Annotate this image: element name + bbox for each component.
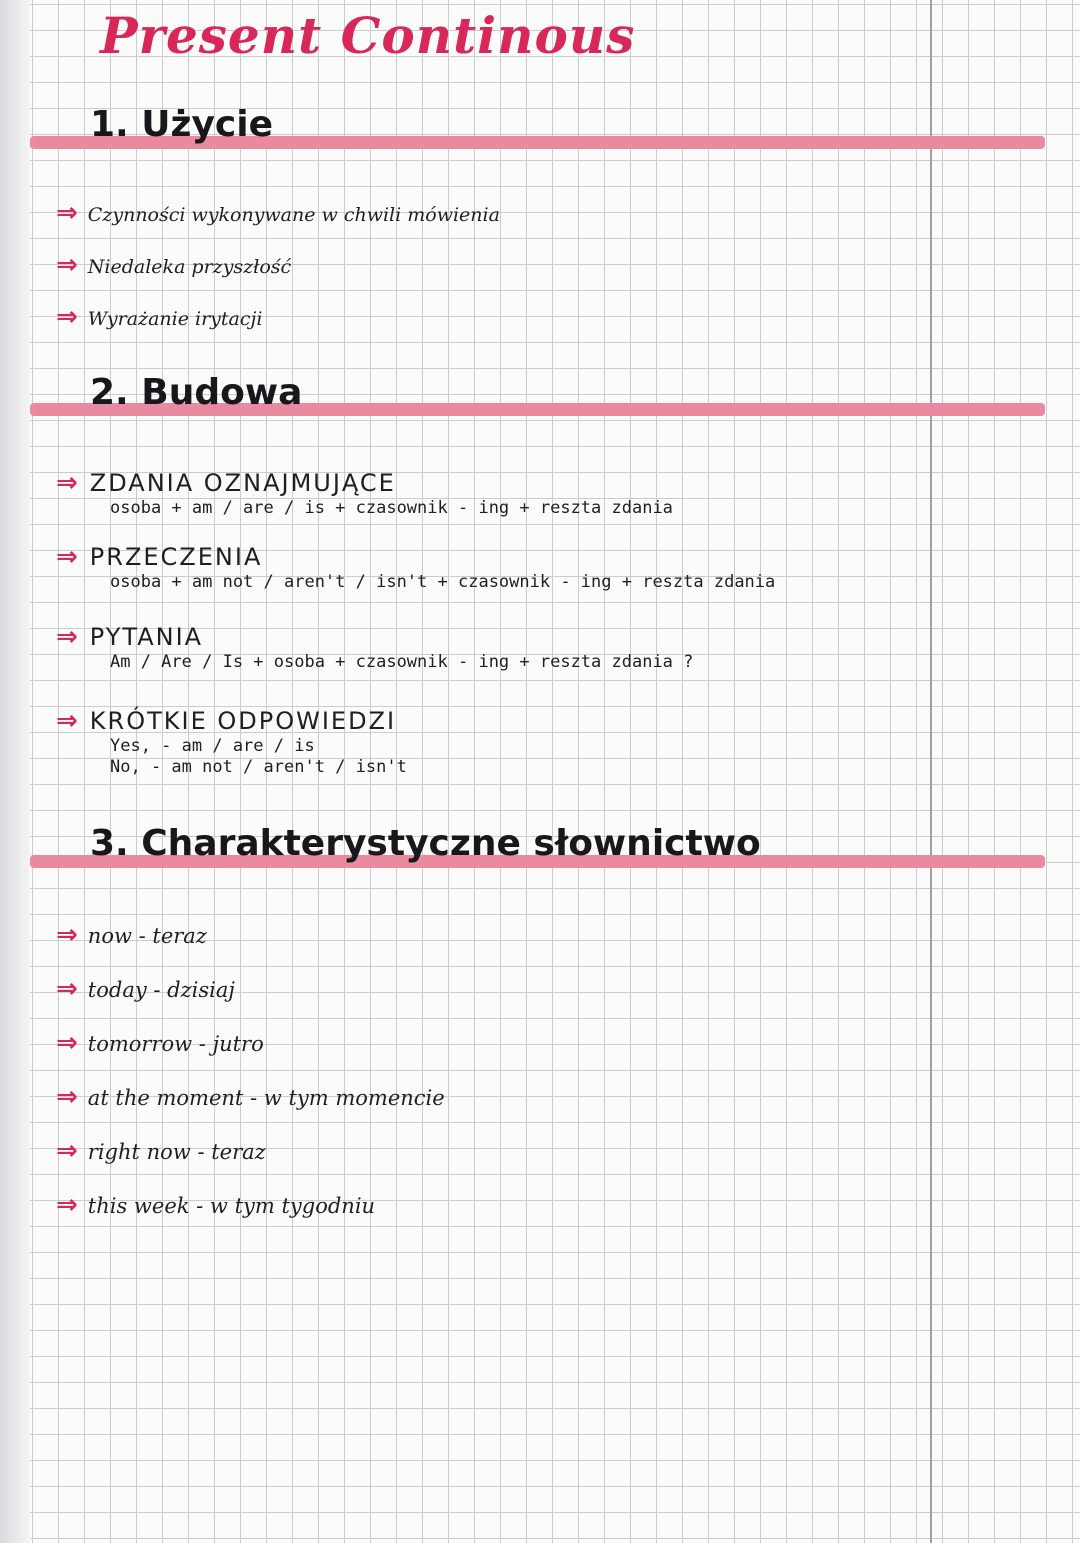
structure-line: No, - am not / aren't / isn't: [110, 757, 407, 777]
usage-item-text: Czynności wykonywane w chwili mówienia: [87, 204, 500, 226]
structure-title: PYTANIA: [89, 623, 204, 651]
vocab-item: [56, 1082, 445, 1112]
vocab-item-text: this week - w tym tygodniu: [87, 1194, 376, 1218]
structure-line: osoba + am / are / is + czasownik - ing + reszta zdania: [110, 498, 673, 518]
page-title: Present Continous: [100, 6, 636, 65]
section-3-heading: 3. Charakterystyczne słownictwo: [90, 823, 761, 864]
double-arrow-icon: ⇒: [56, 302, 78, 332]
structure-line: Am / Are / Is + osoba + czasownik - ing + reszta zdania ?: [110, 652, 694, 672]
structure-block: [56, 468, 673, 519]
double-arrow-icon: ⇒: [56, 974, 78, 1004]
double-arrow-icon: ⇒: [56, 468, 80, 498]
vocab-item-text: at the moment - w tym momencie: [87, 1086, 445, 1110]
double-arrow-icon: ⇒: [56, 1136, 78, 1166]
double-arrow-icon: ⇒: [56, 198, 78, 228]
double-arrow-icon: ⇒: [56, 542, 80, 572]
double-arrow-icon: ⇒: [56, 920, 78, 950]
structure-title: PRZECZENIA: [89, 543, 263, 571]
vocab-item: [56, 1190, 375, 1220]
vocab-item: [56, 920, 207, 950]
structure-block: [56, 706, 407, 778]
double-arrow-icon: ⇒: [56, 1028, 78, 1058]
structure-title: KRÓTKIE ODPOWIEDZI: [89, 707, 397, 735]
usage-item: [56, 198, 500, 228]
double-arrow-icon: ⇒: [56, 622, 80, 652]
structure-block: [56, 542, 775, 593]
notebook-binding: [0, 0, 30, 1543]
vocab-item: [56, 1136, 266, 1166]
structure-line: osoba + am not / aren't / isn't + czasownik - ing + reszta zdania: [110, 572, 776, 592]
section-1-heading: 1. Użycie: [90, 104, 274, 145]
structure-title: ZDANIA OZNAJMUJĄCE: [89, 469, 396, 497]
vocab-item: [56, 974, 235, 1004]
double-arrow-icon: ⇒: [56, 250, 78, 280]
vocab-item-text: tomorrow - jutro: [87, 1032, 264, 1056]
vocab-item-text: now - teraz: [87, 924, 207, 948]
double-arrow-icon: ⇒: [56, 706, 80, 736]
usage-item-text: Wyrażanie irytacji: [87, 308, 263, 330]
margin-line: [930, 0, 932, 1543]
structure-block: [56, 622, 693, 673]
section-2-heading: 2. Budowa: [90, 372, 303, 413]
double-arrow-icon: ⇒: [56, 1082, 78, 1112]
usage-item-text: Niedaleka przyszłość: [87, 256, 292, 278]
double-arrow-icon: ⇒: [56, 1190, 78, 1220]
vocab-item: [56, 1028, 264, 1058]
vocab-item-text: right now - teraz: [87, 1140, 266, 1164]
usage-item: [56, 250, 291, 280]
structure-line: Yes, - am / are / is: [110, 736, 315, 756]
usage-item: [56, 302, 262, 332]
vocab-item-text: today - dzisiaj: [87, 978, 235, 1002]
